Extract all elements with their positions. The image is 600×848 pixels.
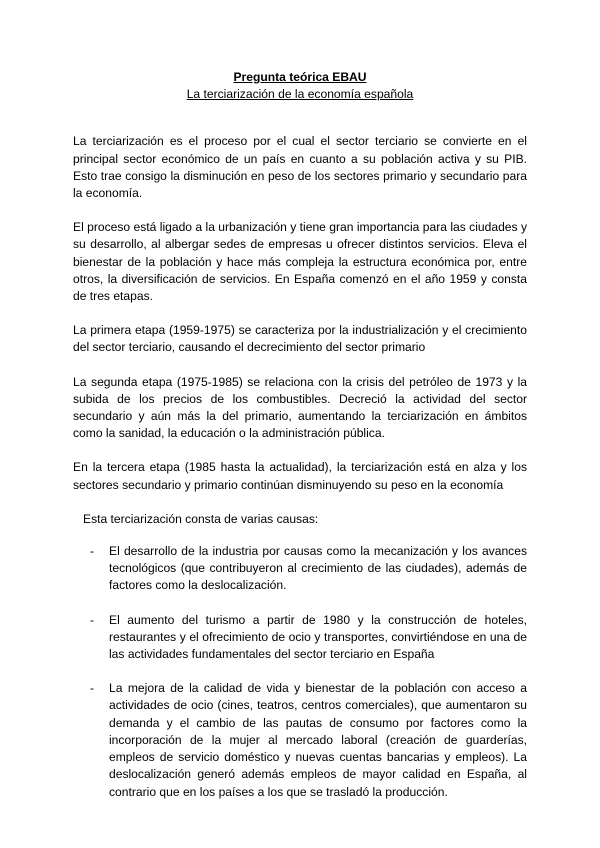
document-subtitle: La terciarización de la economía española: [186, 87, 414, 102]
cause-text: La mejora de la calidad de vida y bienestar de la población con acceso a actividades de ocio (cines, teatros, centros comerciales), que aumentaron su demanda y el cambio de las pautas de consumo por factores como la incorporación de la mujer al mercado laboral (creación de guarderías, empleos de servicio doméstico y nuevas cuentas bancarias y empleos). La deslocalización generó además empleos de mayor calidad en España, al contrario que en los países a los que se trasladó la producción.: [109, 681, 527, 799]
causes-list: [73, 543, 527, 801]
paragraph-second-stage: La segunda etapa (1975-1985) se relaciona con la crisis del petróleo de 1973 y la subida de los precios de los combustibles. Decreció la actividad del sector secundario y aún más la del primario, aumentando la terciarización en ámbitos como la sanidad, la educación o la administración pública.: [73, 374, 527, 441]
bullet-dash: -: [90, 681, 95, 696]
list-item: [73, 543, 527, 595]
list-item: [73, 612, 527, 664]
paragraph-third-stage: En la tercera etapa (1985 hasta la actualidad), la terciarización está en alza y los sectores secundario y primario continúan disminuyendo su peso en la economía: [73, 460, 527, 492]
cause-text: El desarrollo de la industria por causas como la mecanización y los avances tecnológicos (que contribuyeron al crecimiento de las ciudades), además de factores como la deslocalización.: [109, 544, 527, 593]
paragraph-definition: La terciarización es el proceso por el cual el sector terciario se convierte en el principal sector económico de un país en cuanto a su población activa y su PIB. Esto trae consigo la disminución en peso de los sectores primario y secundario para la economía.: [73, 134, 527, 201]
paragraph-process: El proceso está ligado a la urbanización y tiene gran importancia para las ciudades y su desarrollo, al albergar sedes de empresas u ofrecer distintos servicios. Eleva el bienestar de la población y hace más compleja la estructura económica por, entre otros, la diversificación de servicios. En España comenzó en el año 1959 y consta de tres etapas.: [73, 220, 527, 304]
causes-intro: Esta terciarización consta de varias causas:: [83, 511, 319, 526]
list-item: [73, 680, 527, 800]
cause-text: El aumento del turismo a partir de 1980 y la construcción de hoteles, restaurantes y el ofrecimiento de ocio y transportes, convirtiéndose en una de las actividades fundamentales del sector terciario en España: [109, 612, 527, 662]
document-title: Pregunta teórica EBAU: [233, 70, 367, 84]
paragraph-first-stage: La primera etapa (1959-1975) se caracteriza por la industrialización y el crecimiento del sector terciario, causando el decrecimiento del sector primario: [73, 323, 527, 355]
bullet-dash: -: [90, 544, 95, 559]
bullet-dash: -: [90, 612, 95, 627]
